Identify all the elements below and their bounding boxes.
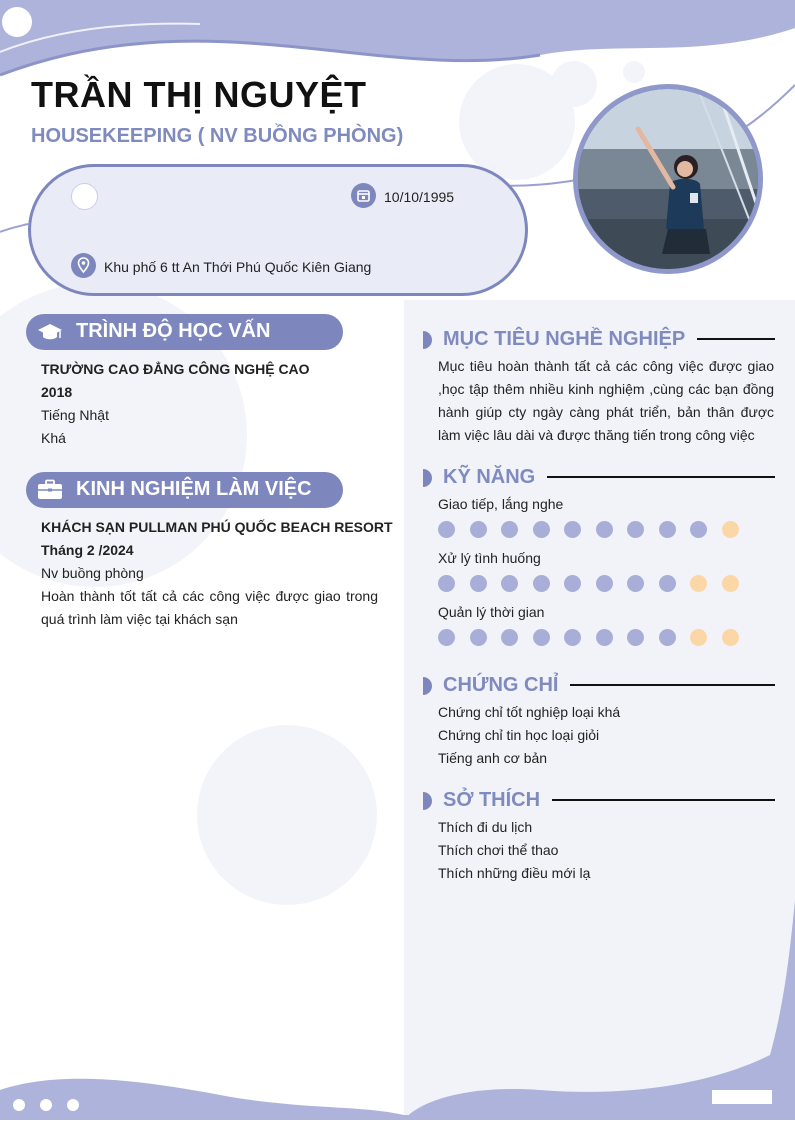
address: Khu phố 6 tt An Thới Phú Quốc Kiên Giang [104, 259, 372, 275]
skill-rating [438, 575, 748, 593]
skill-dot-filled [659, 521, 676, 538]
hobbies-heading [423, 785, 775, 815]
objective-text: Mục tiêu hoàn thành tất cả các công việc được giao ,học tập thêm nhiều kinh nghiệm ,cùng các bạn đồng hành giúp cty ngày càng phát triển, bản thân được làm việc lâu dài và được thăng tiến trong công việc [438, 358, 774, 443]
certificates-heading-text: CHỨNG CHỈ [443, 674, 570, 697]
skill-rating [438, 629, 748, 647]
education-year: 2018 [41, 384, 73, 400]
skill-name: Xử lý tình huống [438, 550, 541, 566]
skills-heading-text: KỸ NĂNG [443, 466, 547, 489]
skill-dot-filled [627, 521, 644, 538]
certificate-item: Chứng chỉ tốt nghiệp loại khá [438, 704, 621, 720]
decorative-dot [13, 1099, 25, 1111]
skill-rating [438, 521, 748, 539]
skill-dot-filled [659, 629, 676, 646]
skill-dot-filled [564, 575, 581, 592]
skill-dot-filled [564, 521, 581, 538]
hobby-item: Thích những điều mới lạ [438, 865, 591, 881]
skill-dot-empty [690, 629, 707, 646]
decorative-dot [40, 1099, 52, 1111]
certificate-item: Chứng chỉ tin học loại giỏi [438, 727, 600, 743]
graduation-cap-icon [37, 321, 63, 341]
education-grade: Khá [41, 430, 66, 446]
skill-dot-filled [627, 575, 644, 592]
skill-dot-filled [564, 629, 581, 646]
education-heading [26, 314, 343, 350]
objective-rule [685, 338, 775, 340]
skill-dot-empty [690, 575, 707, 592]
contact-card [28, 164, 528, 296]
skill-dot-empty [722, 575, 739, 592]
certificate-item: Tiếng anh cơ bản [438, 750, 548, 766]
certificates-heading [423, 670, 775, 700]
skill-dot-filled [533, 575, 550, 592]
briefcase-icon [37, 479, 63, 501]
profile-photo [573, 84, 763, 274]
education-major: Tiếng Nhật [41, 407, 109, 423]
skill-dot-filled [470, 521, 487, 538]
skill-dot-filled [596, 521, 613, 538]
education-school: TRƯỜNG CAO ĐẲNG CÔNG NGHỆ CAO [41, 361, 310, 377]
half-circle-icon [423, 677, 433, 695]
skill-name: Giao tiếp, lắng nghe [438, 496, 564, 512]
skill-name: Quản lý thời gian [438, 604, 545, 620]
experience-company: KHÁCH SẠN PULLMAN PHÚ QUỐC BEACH RESORT [41, 519, 393, 535]
skill-dot-empty [722, 521, 739, 538]
skill-dot-filled [501, 575, 518, 592]
location-icon [71, 253, 96, 278]
experience-description: Hoàn thành tốt tất cả các công việc được giao trong quá trình làm việc tại khách sạn [41, 588, 378, 627]
hobby-item: Thích đi du lịch [438, 819, 533, 835]
decorative-dot [67, 1099, 79, 1111]
skill-dot-filled [501, 521, 518, 538]
skills-rule [543, 476, 775, 478]
experience-heading-text: KINH NGHIỆM LÀM VIỆC [76, 478, 312, 500]
skill-dot-filled [470, 629, 487, 646]
experience-period: Tháng 2 /2024 [41, 542, 134, 558]
hobbies-rule [547, 799, 775, 801]
experience-heading [26, 472, 343, 508]
skill-dot-filled [533, 629, 550, 646]
experience-position: Nv buồng phòng [41, 565, 144, 581]
skill-dot-filled [438, 575, 455, 592]
phone-icon [71, 183, 98, 210]
calendar-icon [351, 183, 376, 208]
half-circle-icon [423, 469, 433, 487]
skill-dot-filled [533, 521, 550, 538]
hobby-item: Thích chơi thể thao [438, 842, 559, 858]
skill-dot-filled [596, 575, 613, 592]
skill-dot-filled [438, 629, 455, 646]
education-heading-text: TRÌNH ĐỘ HỌC VẤN [76, 320, 271, 342]
skill-dot-filled [659, 575, 676, 592]
half-circle-icon [423, 792, 433, 810]
skill-dot-filled [438, 521, 455, 538]
job-title: HOUSEKEEPING ( NV BUỒNG PHÒNG) [31, 125, 404, 147]
skills-heading [423, 462, 775, 492]
skill-dot-filled [690, 521, 707, 538]
skill-dot-empty [722, 629, 739, 646]
skill-dot-filled [627, 629, 644, 646]
skill-dot-filled [470, 575, 487, 592]
skill-dot-filled [501, 629, 518, 646]
half-circle-icon [423, 331, 433, 349]
objective-heading [423, 324, 775, 354]
objective-heading-text: MỤC TIÊU NGHỀ NGHIỆP [443, 328, 697, 351]
certificates-rule [563, 684, 775, 686]
candidate-name: TRẦN THỊ NGUYỆT [31, 74, 367, 115]
hobbies-heading-text: SỞ THÍCH [443, 789, 552, 812]
birthday: 10/10/1995 [384, 189, 455, 205]
skill-dot-filled [596, 629, 613, 646]
